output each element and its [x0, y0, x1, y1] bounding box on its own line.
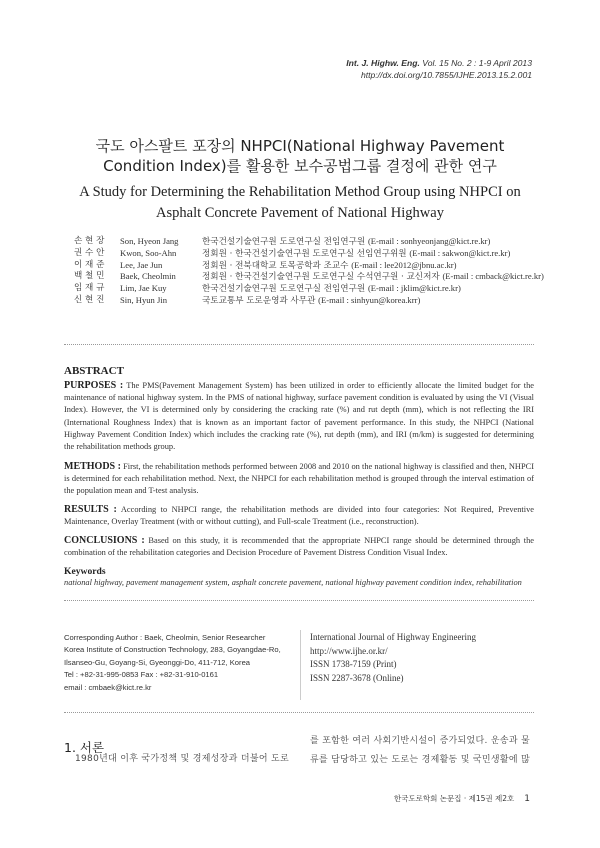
author-email: (E-mail : sonhyeonjang@kict.re.kr) — [367, 236, 491, 246]
body-line: 를 포함한 여러 사회기반시설이 증가되었다. 운송과 물 — [310, 736, 530, 746]
author-affiliation — [202, 283, 461, 295]
title-english-line: Asphalt Concrete Pavement of National Highway — [156, 205, 444, 221]
results-label: RESULTS : — [64, 504, 117, 515]
divider — [64, 600, 534, 601]
affiliation-text: 한국건설기술연구원 도로연구실 전임연구원 — [202, 237, 366, 247]
author-affiliation — [202, 271, 544, 283]
author-name-en: Son, Hyeon Jang — [120, 236, 179, 246]
title-korean-line: Condition Index)를 활용한 보수공법그룹 결정에 관한 연구 — [103, 157, 497, 175]
author-name-kr: 백 철 민 — [74, 271, 105, 282]
conclusions-text: Based on this study, it is recommended that the appropriate NHPCI range should be determined through the combination of the rehabilitation categories and Decision Procedure of Pavement Distress Condition Visual Index. — [64, 536, 535, 558]
author-name-kr: 권 수 안 — [74, 247, 105, 258]
author-name-en: Lee, Jae Jun — [120, 259, 163, 270]
author-affiliation — [202, 248, 510, 260]
corr-line: Ilsanseo-Gu, Goyang-Si, Gyeonggi-Do, 411-712, Korea — [64, 657, 251, 667]
corresponding-author — [64, 632, 281, 694]
affiliation-text: 정회원 · 전북대학교 토목공학과 조교수 — [202, 260, 349, 271]
body-line: 1980년대 이후 국가정책 및 경제성장과 더불어 도로 — [75, 754, 289, 764]
author-row — [74, 248, 544, 260]
corr-line: email : cmbaek@kict.re.kr — [64, 682, 152, 692]
corr-line: Corresponding Author : Baek, Cheolmin, Senior Researcher — [64, 633, 266, 642]
title-english — [0, 182, 600, 224]
author-email: (E-mail : sinhyun@korea.krr) — [318, 294, 421, 305]
journal-info-line: International Journal of Highway Engineering — [310, 632, 476, 642]
results-text: According to NHPCI range, the rehabilitation methods are divided into four categories: Not Required, Preventive Maintenance, Overlay Treatment (with or without cutting), and Full-scale Treatment (i.e., reconstruction). — [64, 505, 534, 527]
methods-text: First, the rehabilitation methods performed between 2008 and 2010 on the national highway is classified and then, NHPCI is determined for each rehabilitation method. Next, the NHPCI for each rehabilitation method is grouped through the interval estimation of the population mean and T-test analysis. — [64, 462, 534, 496]
body-left-column — [75, 750, 297, 769]
section-heading: 1. 서론 — [64, 740, 105, 755]
divider — [64, 344, 534, 345]
page-footer — [394, 793, 530, 804]
author-affiliation — [202, 236, 490, 248]
methods-label: METHODS : — [64, 461, 121, 472]
author-name-en: Baek, Cheolmin — [120, 271, 176, 282]
footer-journal: 한국도로학회 논문집 · 제15권 제2호 — [393, 794, 515, 803]
author-name-en: Sin, Hyun Jin — [120, 294, 168, 305]
author-row — [74, 295, 544, 307]
author-name-en: Kwon, Soo-Ahn — [120, 247, 177, 258]
abstract-heading: ABSTRACT — [64, 365, 124, 377]
title-korean-line: 국도 아스팔트 포장의 NHPCI(National Highway Pavement — [95, 137, 505, 155]
author-name-en: Lim, Jae Kuy — [120, 283, 167, 294]
body-line: 류를 담당하고 있는 도로는 경제활동 및 국민생활에 많 — [310, 755, 530, 765]
author-email: (E-mail : lee2012@jbnu.ac.kr) — [351, 259, 457, 270]
author-row — [74, 271, 544, 283]
author-name-kr: 임 재 규 — [74, 283, 105, 294]
author-affiliation — [202, 295, 420, 307]
body-right-column — [310, 732, 542, 770]
author-row — [74, 260, 544, 272]
journal-volume: Vol. 15 No. 2 : 1-9 April 2013 — [422, 58, 532, 68]
abstract-purposes — [64, 380, 534, 453]
affiliation-text: 정회원 · 한국건설기술연구원 도로연구실 수석연구원 · 교신저자 — [202, 272, 440, 283]
keywords-heading: Keywords — [64, 566, 106, 577]
author-name-kr: 손 현 장 — [74, 236, 105, 246]
affiliation-text: 정회원 · 한국건설기술연구원 도로연구실 선임연구위원 — [202, 248, 407, 259]
journal-info — [310, 631, 476, 685]
corr-line: Tel : +82-31-995-0853 Fax : +82-31-910-0161 — [64, 670, 219, 680]
purposes-text: The PMS(Pavement Management System) has been utilized in order to efficiently allocate the limited budget for the maintenance of national highway system. In the PMS of national highway, surface pavement condition is evaluated by using the VI (Visual Index). However, the VI is determined only by considering the cracking rate (%) and rut depth (mm), which is not reflecting the IRI (International Roughness Index) that is known as an important factor of pavement performance. In this study, the NHPCI (National Highway Pavement Condition Index) which includes the cracking rate (%), rut depth (mm), and IRI (m/km) is suggested for determining the rehabilitation methods group. — [64, 381, 534, 452]
author-list — [74, 236, 544, 307]
conclusions-label: CONCLUSIONS : — [64, 535, 145, 546]
journal-header — [346, 57, 532, 81]
author-row — [74, 236, 544, 248]
author-name-kr: 이 재 준 — [74, 259, 105, 270]
journal-info-line: ISSN 1738-7159 (Print) — [310, 659, 397, 669]
abstract-methods — [64, 461, 534, 498]
title-english-line: A Study for Determining the Rehabilitation Method Group using NHPCI on — [79, 184, 521, 200]
author-email: (E-mail : cmback@kict.re.kr) — [442, 271, 544, 282]
author-email: (E-mail : sakwon@kict.re.kr) — [409, 247, 511, 258]
journal-name: Int. J. Highw. Eng. — [346, 58, 420, 68]
author-email: (E-mail : jklim@kict.re.kr) — [367, 283, 461, 294]
affiliation-text: 국토교통부 도로운영과 사무관 — [202, 295, 316, 306]
corr-line: Korea Institute of Construction Technology, 283, Goyangdae-Ro, — [64, 645, 281, 655]
journal-doi: http://dx.doi.org/10.7855/IJHE.2013.15.2.001 — [360, 70, 532, 80]
journal-url[interactable]: http://www.ijhe.or.kr/ — [310, 645, 388, 656]
author-row — [74, 283, 544, 295]
affiliation-text: 한국건설기술연구원 도로연구실 전임연구원 — [202, 284, 366, 295]
abstract-results — [64, 504, 534, 528]
abstract-conclusions — [64, 535, 534, 559]
title-korean — [0, 136, 600, 176]
author-name-kr: 신 현 진 — [74, 294, 105, 305]
keywords-text: national highway, pavement management system, asphalt concrete pavement, national highway pavement condition index, rehabilitation — [64, 578, 522, 587]
page-number: 1 — [524, 794, 530, 804]
purposes-label: PURPOSES : — [64, 380, 124, 391]
author-affiliation — [202, 260, 457, 272]
journal-info-line: ISSN 2287-3678 (Online) — [310, 672, 404, 683]
divider — [64, 712, 534, 713]
column-separator — [300, 630, 301, 700]
